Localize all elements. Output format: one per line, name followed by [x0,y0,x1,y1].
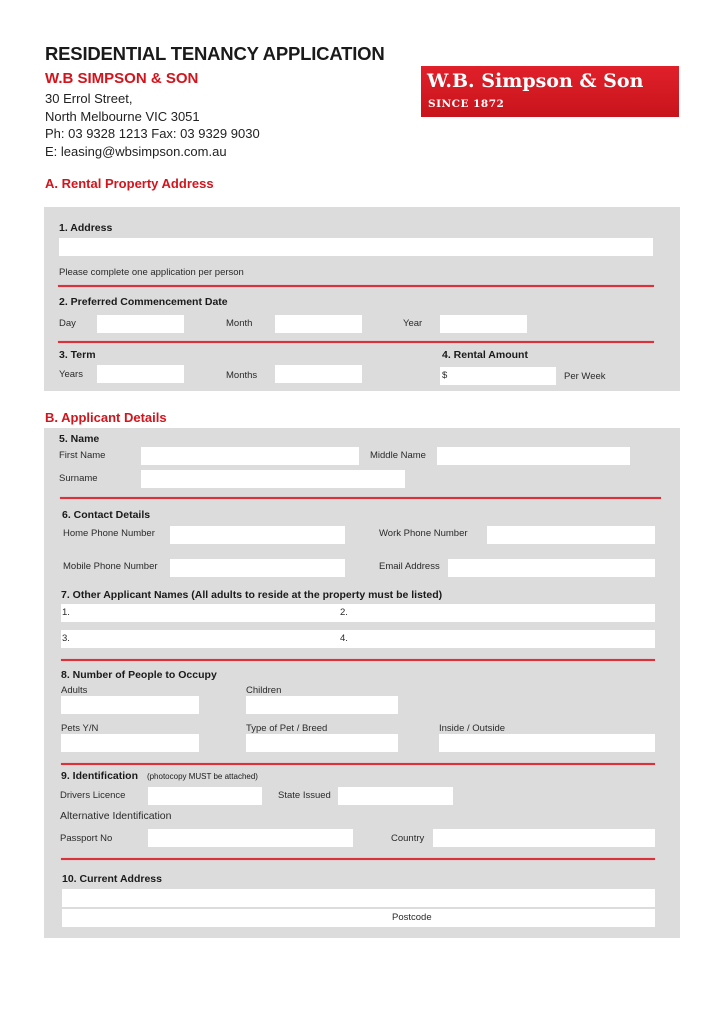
mobile-phone-label: Mobile Phone Number [63,561,158,572]
inside-outside-label: Inside / Outside [439,723,506,734]
adults-label: Adults [61,685,88,696]
month-label: Month [226,318,253,329]
other-applicants-label: 7. Other Applicant Names (All adults to reside at the property must be listed) [61,589,443,601]
logo-since: SINCE 1872 [428,98,505,110]
email-input[interactable] [448,559,655,577]
other-applicants-row-1[interactable] [61,604,655,622]
current-address-line2-input[interactable] [62,909,655,927]
applicant-3-label: 3. [62,633,70,644]
state-issued-input[interactable] [338,787,453,805]
property-address-input[interactable] [59,238,653,256]
home-phone-input[interactable] [170,526,345,544]
middle-name-input[interactable] [437,447,630,465]
pet-type-label: Type of Pet / Breed [246,723,328,734]
divider [58,285,654,287]
pets-input[interactable] [61,734,199,752]
occupants-label: 8. Number of People to Occupy [61,669,217,681]
work-phone-label: Work Phone Number [379,528,468,539]
divider [61,659,655,661]
section-a-panel [44,207,680,391]
rental-amount-label: 4. Rental Amount [442,349,528,361]
drivers-licence-input[interactable] [148,787,262,805]
children-label: Children [246,685,282,696]
month-input[interactable] [275,315,362,333]
divider [61,858,655,860]
divider [61,763,655,765]
company-email: E: leasing@wbsimpson.com.au [45,144,227,159]
email-label: Email Address [379,561,440,572]
day-label: Day [59,318,76,329]
applicant-4-label: 4. [340,633,348,644]
pets-label: Pets Y/N [61,723,99,734]
current-address-input[interactable] [62,889,655,907]
drivers-licence-label: Drivers Licence [60,790,126,801]
logo-name: W.B. Simpson & Son [427,70,644,92]
home-phone-label: Home Phone Number [63,528,155,539]
country-input[interactable] [433,829,655,847]
contact-details-label: 6. Contact Details [62,509,151,521]
applicant-1-label: 1. [62,607,70,618]
applicant-2-label: 2. [340,607,348,618]
address-label: 1. Address [59,222,113,234]
months-label: Months [226,370,258,381]
adults-input[interactable] [61,696,199,714]
first-name-label: First Name [59,450,106,461]
current-address-label: 10. Current Address [62,873,162,885]
company-name: W.B SIMPSON & SON [45,70,199,87]
middle-name-label: Middle Name [370,450,426,461]
postcode-label: Postcode [392,912,432,923]
section-b-panel [44,428,680,938]
company-address-line2: North Melbourne VIC 3051 [45,109,200,124]
pet-type-input[interactable] [246,734,398,752]
company-address-line1: 30 Errol Street, [45,91,133,106]
rental-amount-input[interactable] [440,367,556,385]
inside-outside-input[interactable] [439,734,655,752]
children-input[interactable] [246,696,398,714]
country-label: Country [391,833,425,844]
years-label: Years [59,369,83,380]
divider [58,341,654,343]
section-a-heading: A. Rental Property Address [45,176,214,191]
other-applicants-row-2[interactable] [61,630,655,648]
company-logo [421,66,679,117]
name-label: 5. Name [59,433,100,445]
identification-title: 9. Identification [61,770,139,782]
state-issued-label: State Issued [278,790,331,801]
mobile-phone-input[interactable] [170,559,345,577]
commencement-label: 2. Preferred Commencement Date [59,296,228,308]
work-phone-input[interactable] [487,526,655,544]
year-label: Year [403,318,423,329]
divider [60,497,661,499]
alternative-id-label: Alternative Identification [60,810,172,822]
term-months-input[interactable] [275,365,362,383]
per-week-label: Per Week [564,371,606,382]
surname-label: Surname [59,473,98,484]
passport-label: Passport No [60,833,113,844]
identification-label [61,770,258,782]
company-phone-fax: Ph: 03 9328 1213 Fax: 03 9329 9030 [45,126,260,141]
form-title: RESIDENTIAL TENANCY APPLICATION [45,43,385,64]
currency-symbol: $ [442,370,448,381]
first-name-input[interactable] [141,447,359,465]
identification-note: (photocopy MUST be attached) [146,772,258,781]
surname-input[interactable] [141,470,405,488]
address-note: Please complete one application per person [59,267,244,278]
year-input[interactable] [440,315,527,333]
term-label: 3. Term [59,349,96,361]
day-input[interactable] [97,315,184,333]
passport-input[interactable] [148,829,353,847]
section-b-heading: B. Applicant Details [45,410,167,425]
term-years-input[interactable] [97,365,184,383]
